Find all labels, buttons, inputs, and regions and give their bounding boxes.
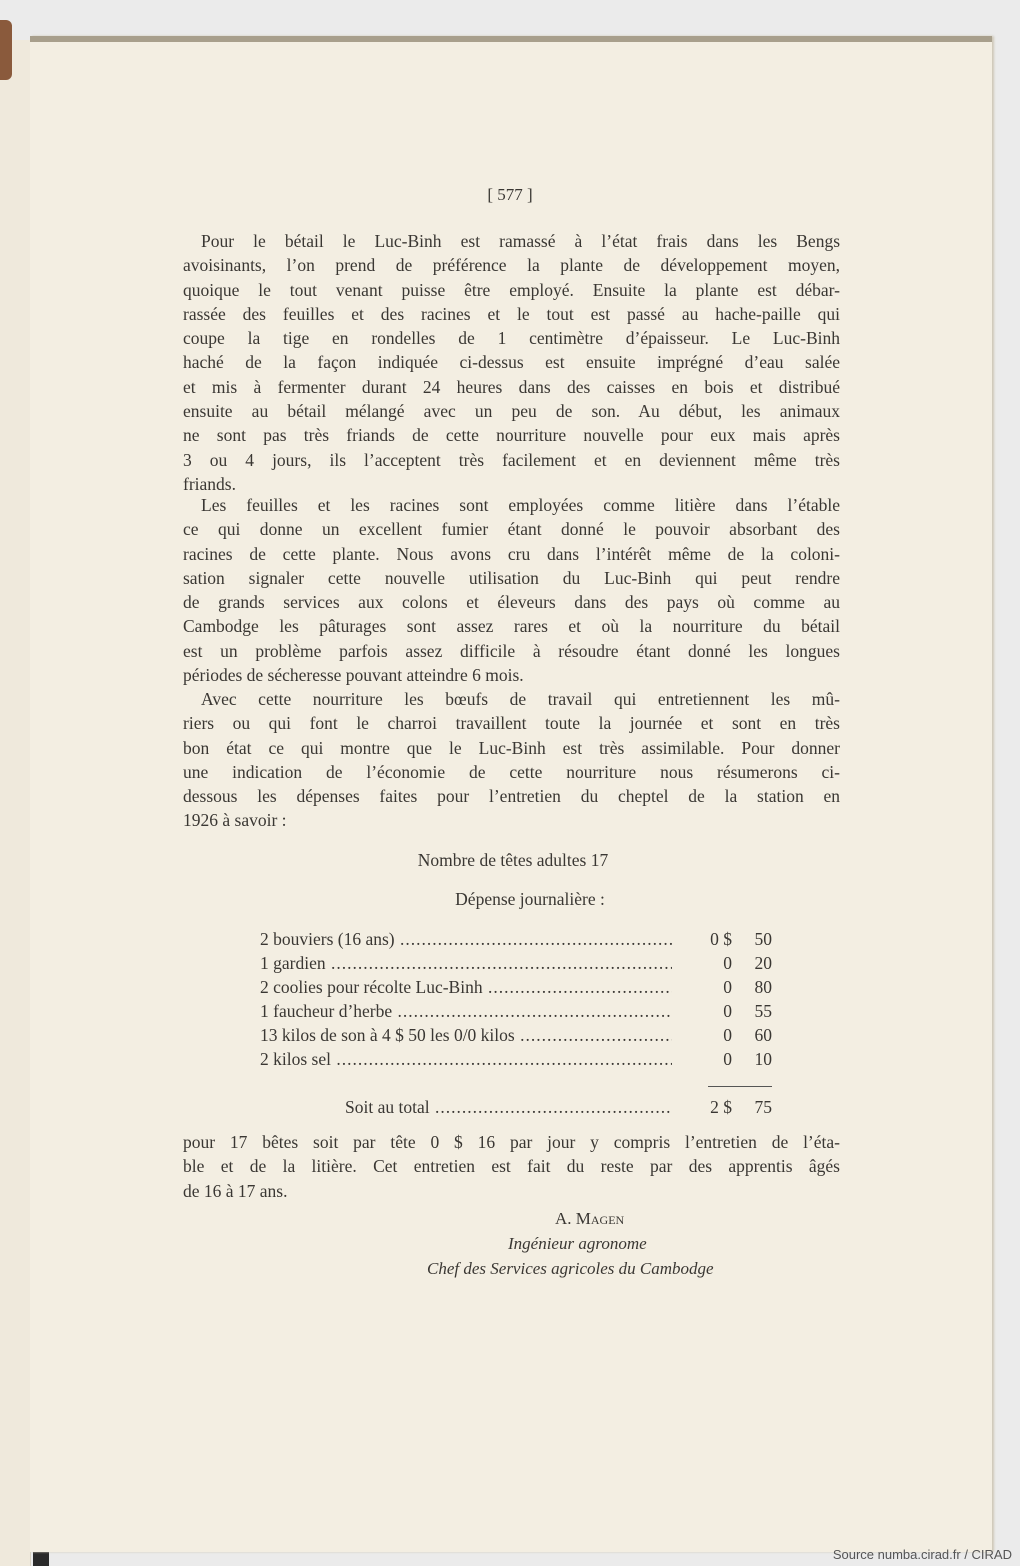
left-page-edge (0, 40, 31, 1566)
expense-row (260, 1001, 772, 1025)
closing-paragraph (183, 1130, 840, 1203)
text-line: coupe la tige en rondelles de 1 centimètre d’épaisseur. Le Luc-Binh (183, 328, 840, 349)
text-line: de grands services aux colons et éleveurs dans des pays où comme au (183, 592, 840, 613)
expense-row (260, 1025, 772, 1049)
paragraph-2 (183, 493, 840, 687)
text-line: rassée des feuilles et des racines et le tout est passé au hache-paille qui (183, 303, 840, 324)
expense-cents: 50 (754, 929, 772, 949)
expense-label: 1 gardien ..... (260, 953, 672, 977)
text-line: sation signaler cette nouvelle utilisation du Luc-Binh qui peut rendre (183, 567, 840, 588)
text-line: Cambodge les pâturages sont assez rares et où la nourriture du bétail (183, 616, 840, 637)
text-line: pour 17 bêtes soit par tête 0 $ 16 par jour y compris l’entretien de l’éta- (183, 1132, 840, 1152)
text-line: dessous les dépenses faites pour l’entretien du cheptel de la station en (183, 786, 840, 807)
text-line: Avec cette nourriture les bœufs de travail qui entretiennent les mû- (201, 689, 840, 709)
text-line: quoique le tout venant puisse être employé. Ensuite la plante est débar- (183, 279, 840, 300)
text-line: bon état ce qui montre que le Luc-Binh est très assimilable. Pour donner (183, 737, 840, 758)
total-dollars: 2 $ (710, 1097, 732, 1117)
expense-dollars: 0 (723, 1049, 732, 1069)
text-line: 3 ou 4 jours, ils l’acceptent très facilement et en deviennent même très (183, 449, 840, 470)
book-spine (0, 20, 12, 80)
expense-cents: 80 (754, 977, 772, 997)
expense-cents: 10 (754, 1049, 772, 1069)
text-line: 1926 à savoir : (183, 810, 287, 831)
text-line: haché de la façon indiquée ci-dessus est ensuite imprégné d’eau salée (183, 352, 840, 373)
expense-label: 2 coolies pour récolte Luc-Binh ..... (260, 977, 672, 1001)
expense-label: 13 kilos de son à 4 $ 50 les 0/0 kilos ..... (260, 1025, 672, 1049)
expense-row (260, 929, 772, 953)
total-row (345, 1097, 772, 1121)
daily-expense-heading: Dépense journalière : (455, 889, 605, 909)
expense-label: 2 bouviers (16 ans) ..... (260, 929, 672, 953)
page-number: [ 577 ] (487, 185, 533, 204)
text-line: friands. (183, 473, 236, 494)
text-line: de 16 à 17 ans. (183, 1180, 288, 1201)
expense-row (260, 977, 772, 1001)
text-line: Pour le bétail le Luc-Binh est ramassé à l’état frais dans les Bengs (201, 231, 840, 251)
text-line: périodes de sécheresse pouvant atteindre 6 mois. (183, 665, 524, 686)
text-line: et mis à fermenter durant 24 heures dans des caisses en bois et distribué (183, 376, 840, 397)
expense-dollars: 0 (723, 953, 732, 973)
text-line: racines de cette plante. Nous avons cru dans l’intérêt même de la coloni- (183, 543, 840, 564)
expense-label: 1 faucheur d’herbe ..... (260, 1001, 672, 1025)
expense-dollars: 0 (723, 1001, 732, 1021)
head-count: Nombre de têtes adultes 17 (417, 850, 609, 870)
expense-dollars: 0 $ (710, 929, 732, 949)
text-line: avoisinants, l’on prend de préférence la plante de développement moyen, (183, 255, 840, 276)
text-line: ne sont pas très friands de cette nourriture nouvelle pour eux mais après (183, 425, 840, 446)
text-line: une indication de l’économie de cette nourriture nous résumerons ci- (183, 761, 840, 782)
expense-cents: 20 (754, 953, 772, 973)
expense-cents: 60 (754, 1025, 772, 1045)
author-role: Chef des Services agricoles du Cambodge (427, 1259, 714, 1278)
text-line: est un problème parfois assez difficile à résoudre étant donné les longues (183, 640, 840, 661)
author-title: Ingénieur agronome (508, 1234, 647, 1253)
total-rule (708, 1086, 772, 1087)
expense-cents: 55 (754, 1001, 772, 1021)
source-credit: Source numba.cirad.fr / CIRAD (832, 1547, 1012, 1562)
paragraph-3 (183, 687, 840, 833)
expense-label: 2 kilos sel ..... (260, 1049, 672, 1073)
total-label: Soit au total ..... (345, 1097, 672, 1121)
total-cents: 75 (754, 1097, 772, 1117)
author-name: A. Magen (555, 1209, 625, 1228)
text-line: Les feuilles et les racines sont employées comme litière dans l’étable (201, 495, 840, 515)
paragraph-1 (183, 229, 840, 496)
text-line: ensuite au bétail mélangé avec un peu de son. Au début, les animaux (183, 401, 840, 422)
text-line: riers ou qui font le charroi travaillent toute la journée et sont en très (183, 713, 840, 734)
text-line: ble et de la litière. Cet entretien est fait du reste par des apprentis âgés (183, 1156, 840, 1177)
expense-row (260, 953, 772, 977)
text-line: ce qui donne un excellent fumier étant donné le pouvoir absorbant des (183, 519, 840, 540)
expense-dollars: 0 (723, 1025, 732, 1045)
expense-row (260, 1049, 772, 1073)
expense-dollars: 0 (723, 977, 732, 997)
